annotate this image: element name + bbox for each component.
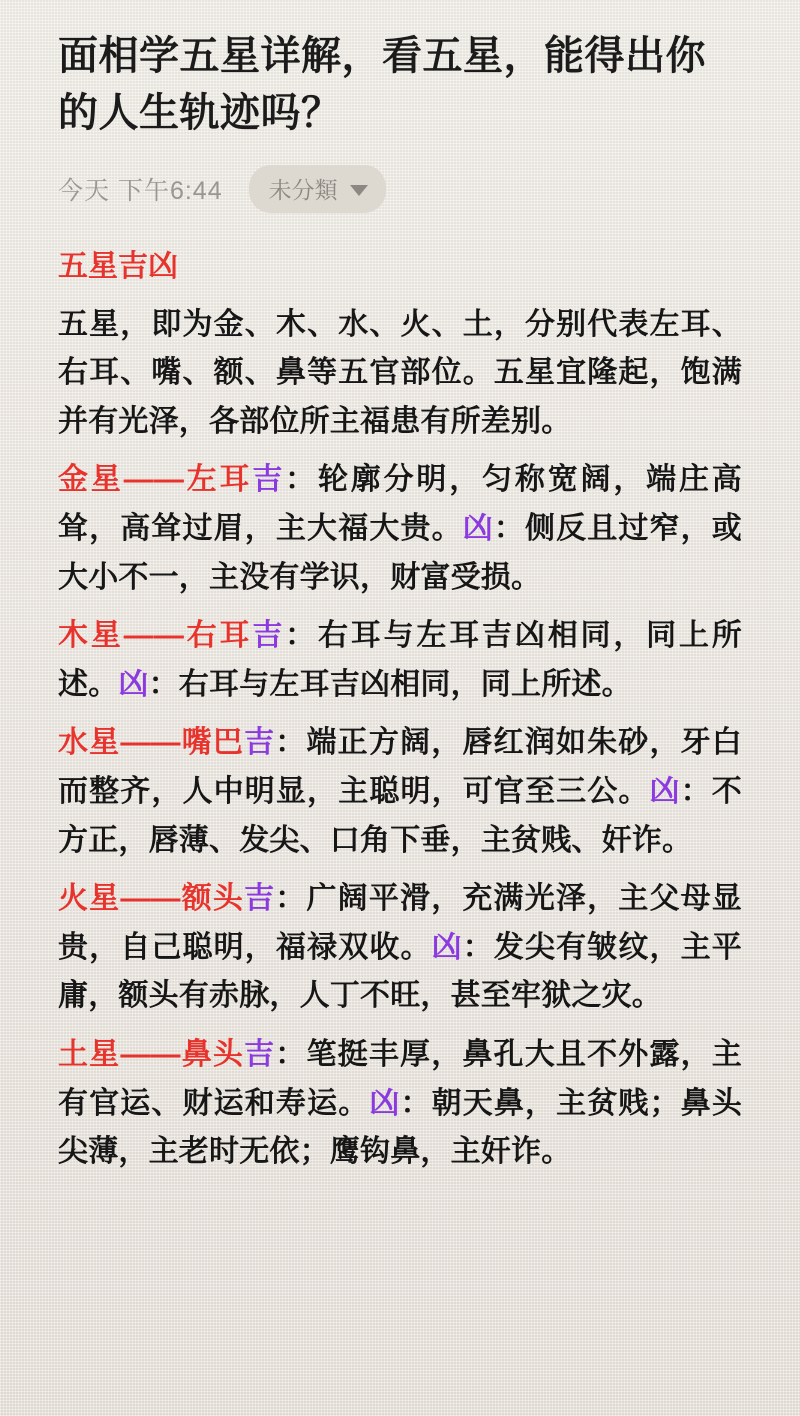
- paragraph-mars: [58, 875, 742, 1021]
- text-run: 吉: [252, 463, 286, 497]
- text-run: 吉: [244, 726, 276, 760]
- text-run: 木星——右耳: [58, 619, 253, 653]
- section-heading: 五星吉凶: [58, 249, 178, 283]
- text-run: 吉: [244, 1037, 276, 1071]
- text-run: ：端正方阔，唇红润如朱砂，牙白而整齐，人中明显，主聪明，可官至三公。: [58, 726, 743, 808]
- text-run: 五星，即为金、木、水、火、土，分别代表左耳、右耳、嘴、额、鼻等五官部位。五星宜隆起，饱满并有光泽，各部位所主福患有所差别。: [58, 307, 742, 438]
- article-body: [58, 244, 742, 1177]
- text-run: 吉: [252, 619, 286, 653]
- text-run: ：发尖有皱纹，主平庸，额头有赤脉，人丁不旺，甚至牢狱之灾。: [58, 930, 742, 1013]
- article-meta: [58, 168, 742, 210]
- text-run: 凶: [462, 511, 494, 545]
- text-run: 水星——嘴巴: [58, 726, 245, 760]
- text-run: ：轮廓分明，匀称宽阔，端庄高耸，高耸过眉，主大福大贵。: [58, 463, 743, 545]
- text-run: ：笔挺丰厚，鼻孔大且不外露，主有官运、财运和寿运。: [58, 1037, 743, 1120]
- text-run: ：广阔平滑，充满光泽，主父母显贵，自己聪明，福禄双收。: [58, 882, 743, 964]
- page-title: 面相学五星详解，看五星，能得出你的人生轨迹吗？: [58, 34, 706, 135]
- paragraph-jupiter: [58, 612, 742, 709]
- text-run: ：朝天鼻，主贫贱；鼻头尖薄，主老时无依；鹰钩鼻，主奸诈。: [58, 1086, 743, 1169]
- paragraph-venus: [58, 456, 742, 602]
- text-run: ：侧反且过窄，或大小不一，主没有学识，财富受损。: [58, 511, 743, 594]
- publish-date: 今天 下午6:44: [58, 176, 223, 205]
- paragraph-list: [58, 301, 742, 1177]
- text-run: 凶: [431, 930, 463, 964]
- paragraph-mercury: [58, 719, 742, 865]
- text-run: 凶: [649, 774, 681, 808]
- text-run: 凶: [369, 1086, 401, 1120]
- text-run: 金星——左耳: [58, 463, 253, 497]
- text-run: 吉: [244, 882, 276, 916]
- chevron-down-icon: [350, 185, 368, 196]
- text-run: ：右耳与左耳吉凶相同，同上所述。: [58, 619, 743, 701]
- text-run: 土星——鼻头: [58, 1037, 245, 1071]
- text-run: 凶: [118, 667, 149, 701]
- paragraph-intro: [58, 301, 742, 447]
- text-run: ：右耳与左耳吉凶相同，同上所述。: [148, 667, 632, 701]
- text-run: ：不方正，唇薄、发尖、口角下垂，主贫贱、奸诈。: [58, 774, 742, 857]
- text-run: 火星——额头: [58, 882, 245, 916]
- category-label: 未分類: [268, 176, 338, 203]
- category-selector[interactable]: [249, 165, 386, 213]
- paragraph-saturn: [58, 1031, 742, 1177]
